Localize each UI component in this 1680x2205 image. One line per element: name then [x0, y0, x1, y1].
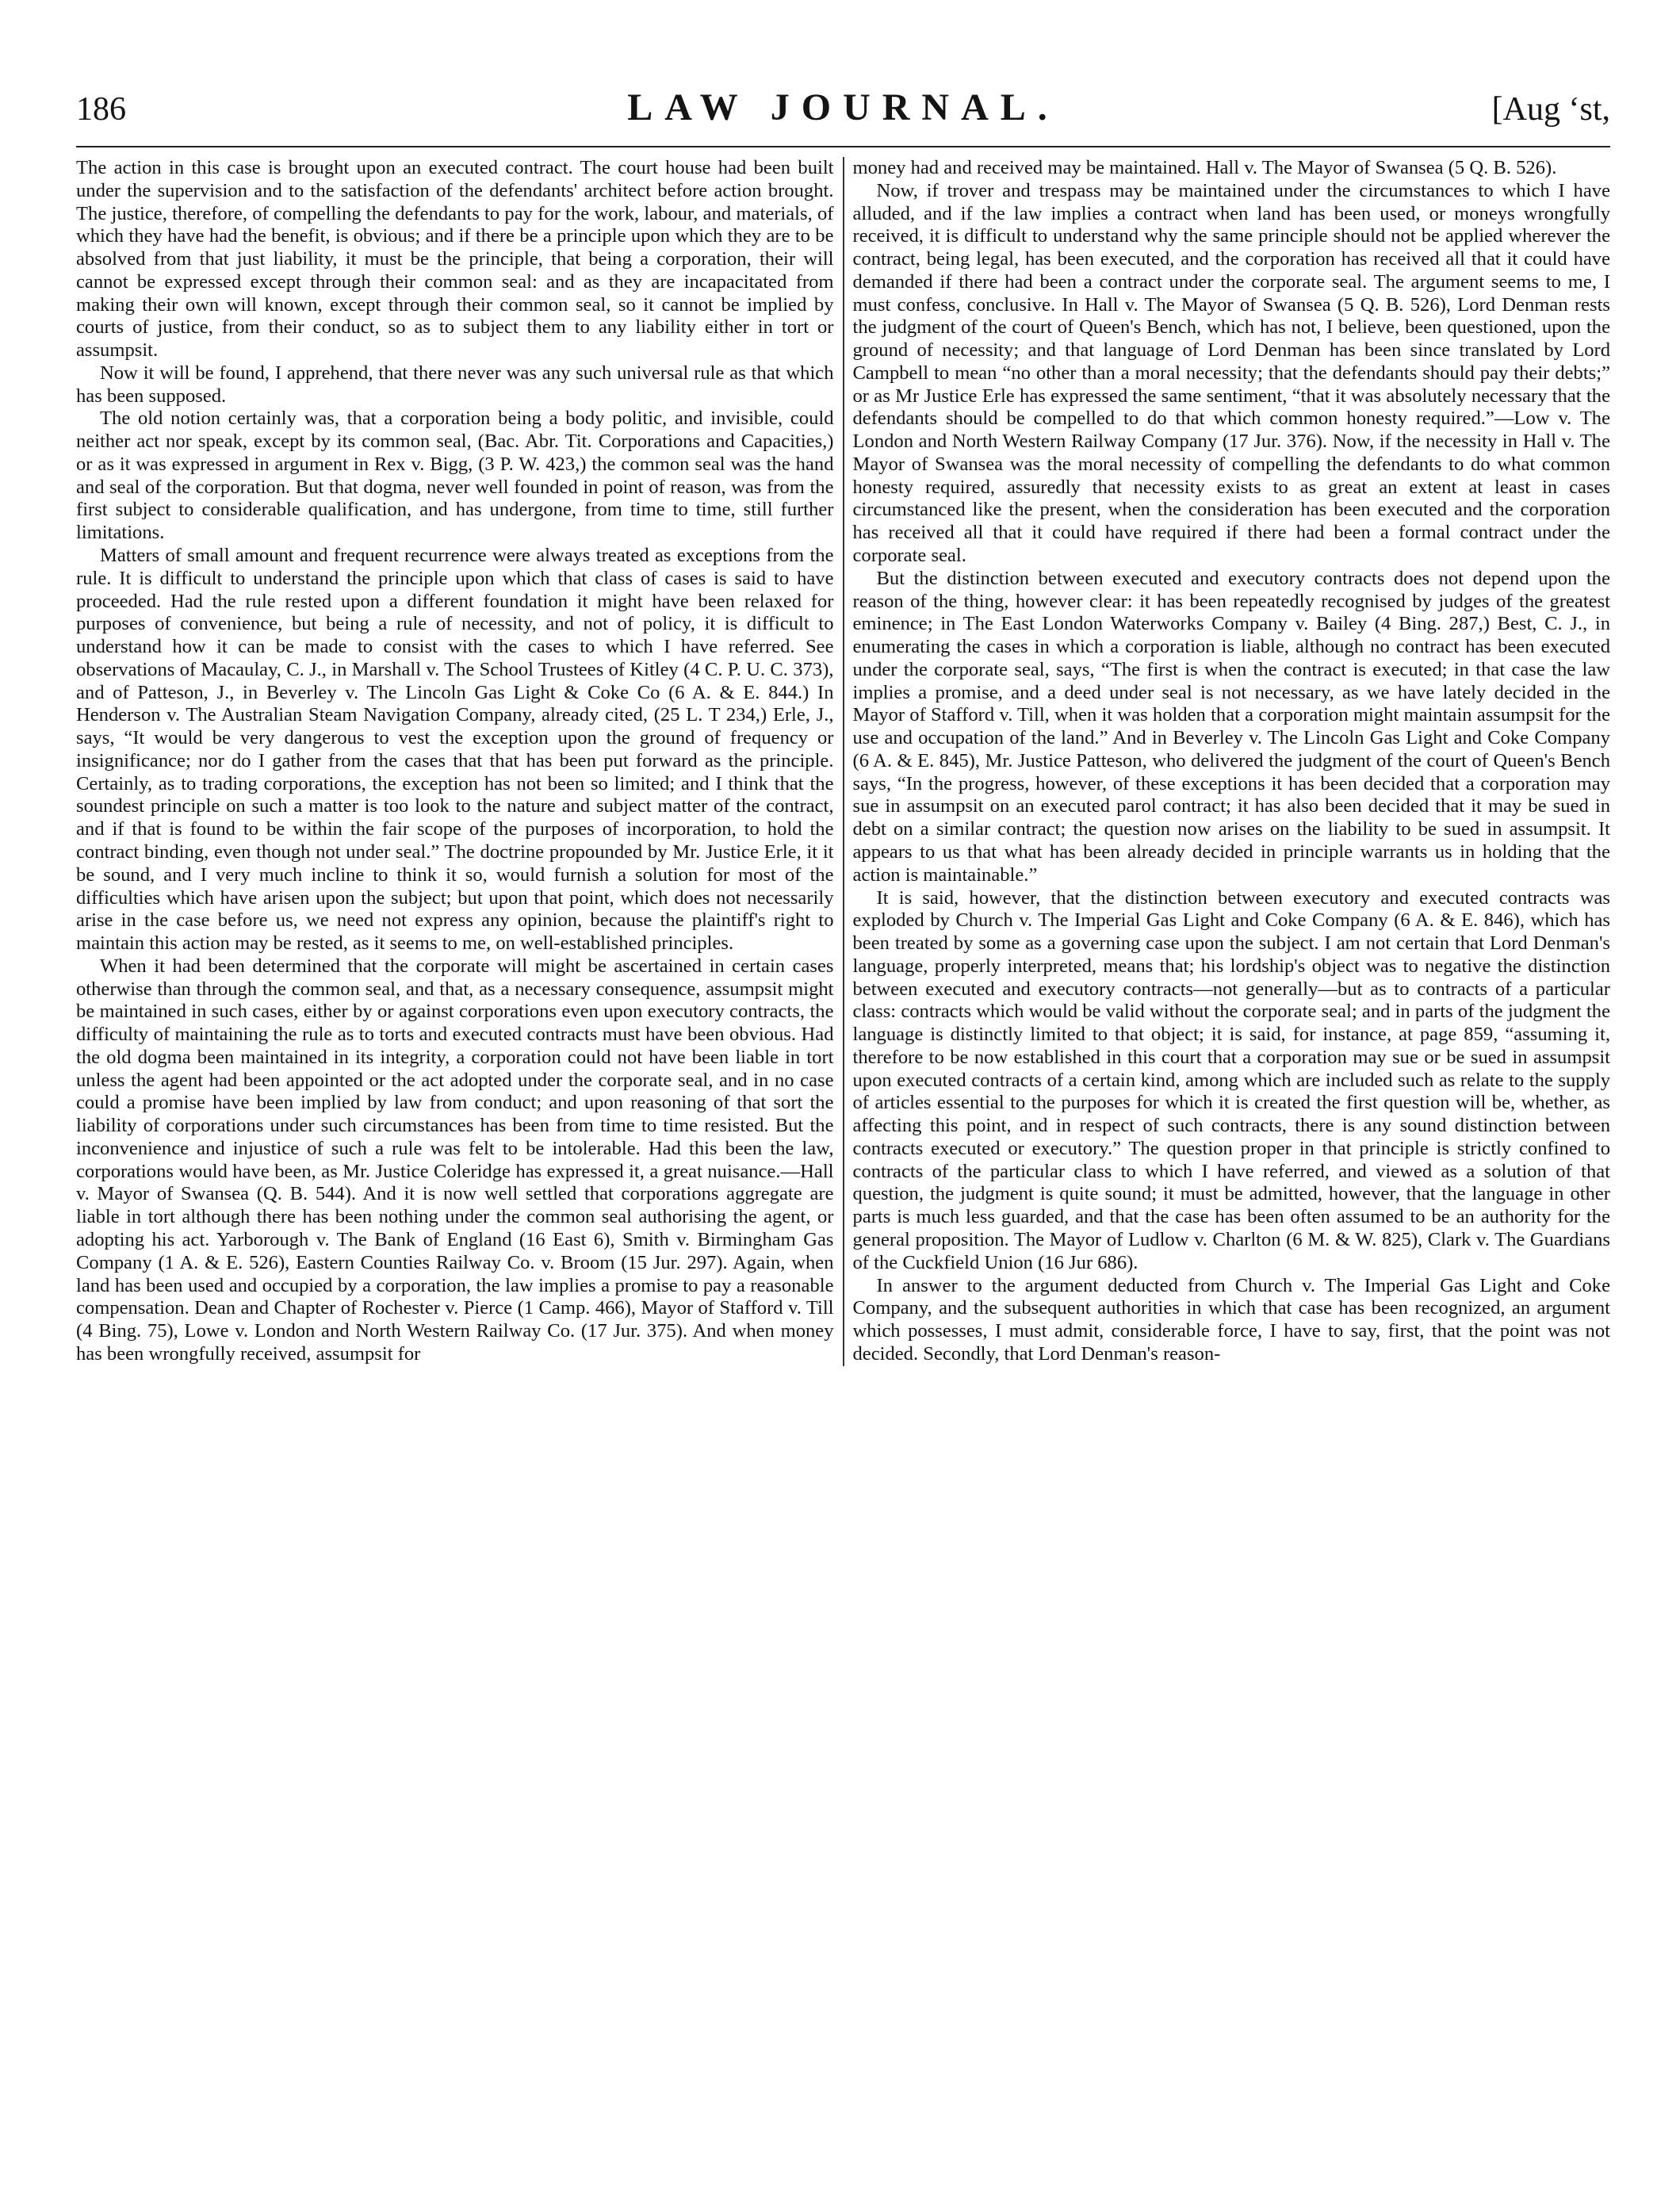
page-header — [76, 86, 1610, 147]
column-rule — [843, 157, 844, 1366]
left-column — [76, 157, 834, 1366]
paragraph: It is said, however, that the distinction between executory and executed contracts was exploded by Church v. The Imperial Gas Light and Coke Company (6 A. & E. 846), which has been treated by some as a governing case upon the subject. I am not certain that Lord Denman's language, properly interpreted, means that; his lordship's object was to negative the distinction between executed and executory contracts—not generally—but as to contracts of a particular class: contracts which would be valid without the corporate seal; and in parts of the judgment the language is distinctly limited to that object; it is said, for instance, at page 859, “assuming it, therefore to be now established in this court that a corporation may sue or be sued in assumpsit upon executed contracts of a certain kind, among which are included such as relate to the supply of articles essential to the purposes for which it is created the first question will be, whether, as affecting this point, and in respect of such contracts, there is any sound distinction between contracts executed or executory.” The question proper in that principle is strictly confined to contracts of the particular class to which I have referred, and viewed as a solution of that question, the judgment is quite sound; it must be admitted, however, that the language in other parts is much less guarded, and that the case has been often assumed to be an authority for the general proposition. The Mayor of Ludlow v. Charlton (6 M. & W. 825), Clark v. The Guardians of the Cuckfield Union (16 Jur 686). — [852, 886, 1610, 1273]
header-date: [Aug ‘st, — [1491, 91, 1610, 128]
paragraph: In answer to the argument deducted from Church v. The Imperial Gas Light and Coke Company, and the subsequent authorities in which that case has been recognized, an argument which possesses, I must admit, considerable force, I have to say, first, that the point was not decided. Secondly, that Lord Denman's reason- — [852, 1274, 1610, 1365]
text-columns — [76, 157, 1610, 1366]
running-title: LAW JOURNAL. — [627, 86, 1059, 128]
paragraph: But the distinction between executed and executory contracts does not depend upon the reason of the thing, however clear: it has been repeatedly recognised by judges of the greatest eminence; in The East London Waterworks Company v. Bailey (4 Bing. 287,) Best, C. J., in enumerating the cases in which a corporation is liable, although no contract has been executed under the corporate seal, says, “The first is when the contract is executed; in that case the law implies a promise, and a deed under seal is not necessary, as we have lately decided in the Mayor of Stafford v. Till, when it was holden that a corporation might maintain assumpsit for the use and occupation of the land.” And in Beverley v. The Lincoln Gas Light and Coke Company (6 A. & E. 845), Mr. Justice Patteson, who delivered the judgment of the court of Queen's Bench says, “In the progress, however, of these exceptions it has been decided that a corporation may sue in assumpsit on an executed parol contract; it has also been decided that it may be sued in debt on a similar contract; the question now arises on the liability to be sued in assumpsit. It appears to us that what has been already decided in principle warrants us in holding that the action is maintainable.” — [852, 567, 1610, 886]
paragraph: Matters of small amount and frequent recurrence were always treated as exceptions from the rule. It is difficult to understand the principle upon which that class of cases is said to have proceeded. Had the rule rested upon a different foundation it might have been relaxed for purposes of convenience, but being a rule of necessity, and not of policy, it is difficult to understand how it can be made to consist with the cases to which I have referred. See observations of Macaulay, C. J., in Marshall v. The School Trustees of Kitley (4 C. P. U. C. 373), and of Patteson, J., in Beverley v. The Lincoln Gas Light & Coke Co (6 A. & E. 844.) In Henderson v. The Australian Steam Navigation Company, already cited, (25 L. T 234,) Erle, J., says, “It would be very dangerous to vest the exception upon the ground of frequency or insignificance; nor do I gather from the cases that that has been put forward as the principle. Certainly, as to trading corporations, the exception has not been so limited; and I think that the soundest principle on such a matter is too look to the nature and subject matter of the contract, and if that is found to be within the fair scope of the purposes of incorporation, to hold the contract binding, even though not under seal.” The doctrine propounded by Mr. Justice Erle, it it be sound, and I very much incline to think it so, would furnish a solution for most of the difficulties which have arisen upon the subject; but upon that point, which does not necessarily arise in the case before us, we need not express any opinion, because the plaintiff's right to maintain this action may be rested, as it seems to me, on well-established principles. — [76, 545, 834, 955]
paragraph: money had and received may be maintained. Hall v. The Mayor of Swansea (5 Q. B. 526). — [852, 157, 1557, 178]
paragraph: The old notion certainly was, that a corporation being a body politic, and invisible, could neither act nor speak, except by its common seal, (Bac. Abr. Tit. Corporations and Capacities,) or as it was expressed in argument in Rex v. Bigg, (3 P. W. 423,) the common seal was the hand and seal of the corporation. But that dogma, never well founded in point of reason, was from the first subject to considerable qualification, and has undergone, from time to time, still further limitations. — [76, 408, 834, 544]
right-column — [853, 157, 1611, 1366]
paragraph: When it had been determined that the corporate will might be ascertained in certain cases otherwise than through the common seal, and that, as a necessary consequence, assumpsit might be maintained in such cases, either by or against corporations even upon executory contracts, the difficulty of maintaining the rule as to torts and executed contracts must have been obvious. Had the old dogma been maintained in its integrity, a corporation could not have been liable in tort unless the agent had been appointed or the act adopted under the corporate seal, and in no case could a promise have been implied by law from conduct; and upon reasoning of that sort the liability of corporations under such circumstances has been from time to time resisted. But the inconvenience and injustice of such a rule was felt to be intolerable. Had this been the law, corporations would have been, as Mr. Justice Coleridge has expressed it, a great nuisance.—Hall v. Mayor of Swansea (Q. B. 544). And it is now well settled that corporations aggregate are liable in tort although there has been nothing under the common seal authorising the agent, or adopting his act. Yarborough v. The Bank of England (16 East 6), Smith v. Birmingham Gas Company (1 A. & E. 526), Eastern Counties Railway Co. v. Broom (15 Jur. 297). Again, when land has been used and occupied by a corporation, the law implies a promise to pay a reasonable compensation. Dean and Chapter of Rochester v. Pierce (1 Camp. 466), Mayor of Stafford v. Till (4 Bing. 75), Lowe v. London and North Western Railway Co. (17 Jur. 375). And when money has been wrongfully received, assumpsit for — [76, 955, 834, 1365]
paragraph: Now, if trover and trespass may be maintained under the circumstances to which I have alluded, and if the law implies a contract when land has been used, or moneys wrongfully received, it is difficult to understand why the same principle should not be applied wherever the contract, being legal, has been executed, and the corporation has received all that it could have demanded if there had been a contract under the corporate seal. The argument seems to me, I must confess, conclusive. In Hall v. The Mayor of Swansea (5 Q. B. 526), Lord Denman rests the judgment of the court of Queen's Bench, which has not, I believe, been questioned, upon the ground of necessity; and that language of Lord Denman has been since translated by Lord Campbell to mean “no other than a moral necessity; that the defendants should pay their debts;” or as Mr Justice Erle has expressed the same sentiment, “that it was absolutely necessary that the defendants should be compelled to do that which common honesty required.”—Low v. The London and North Western Railway Company (17 Jur. 376). Now, if the necessity in Hall v. The Mayor of Swansea was the moral necessity of compelling the defendants to do what common honesty required, assuredly that necessity exists to as great an extent at least in cases circumstanced like the present, when the consideration has been executed and the corporation has received all that it could have required if there had been a formal contract under the corporate seal. — [852, 179, 1610, 567]
page-number: 186 — [76, 91, 126, 128]
paragraph: The action in this case is brought upon an executed contract. The court house had been built under the supervision and to the satisfaction of the defendants' architect before action brought. The justice, therefore, of compelling the defendants to pay for the work, labour, and materials, of which they have had the benefit, is obvious; and if there be a principle upon which they are to be absolved from that just liability, it must be the principle, that being a corporation, their will cannot be expressed except through their common seal: and as they are incapacitated from making their own will known, except through their common seal, so it cannot be implied by courts of justice, from their conduct, so as to subject them to any liability either in tort or assumpsit. — [76, 157, 834, 362]
paragraph: Now it will be found, I apprehend, that there never was any such universal rule as that which has been supposed. — [76, 362, 834, 407]
